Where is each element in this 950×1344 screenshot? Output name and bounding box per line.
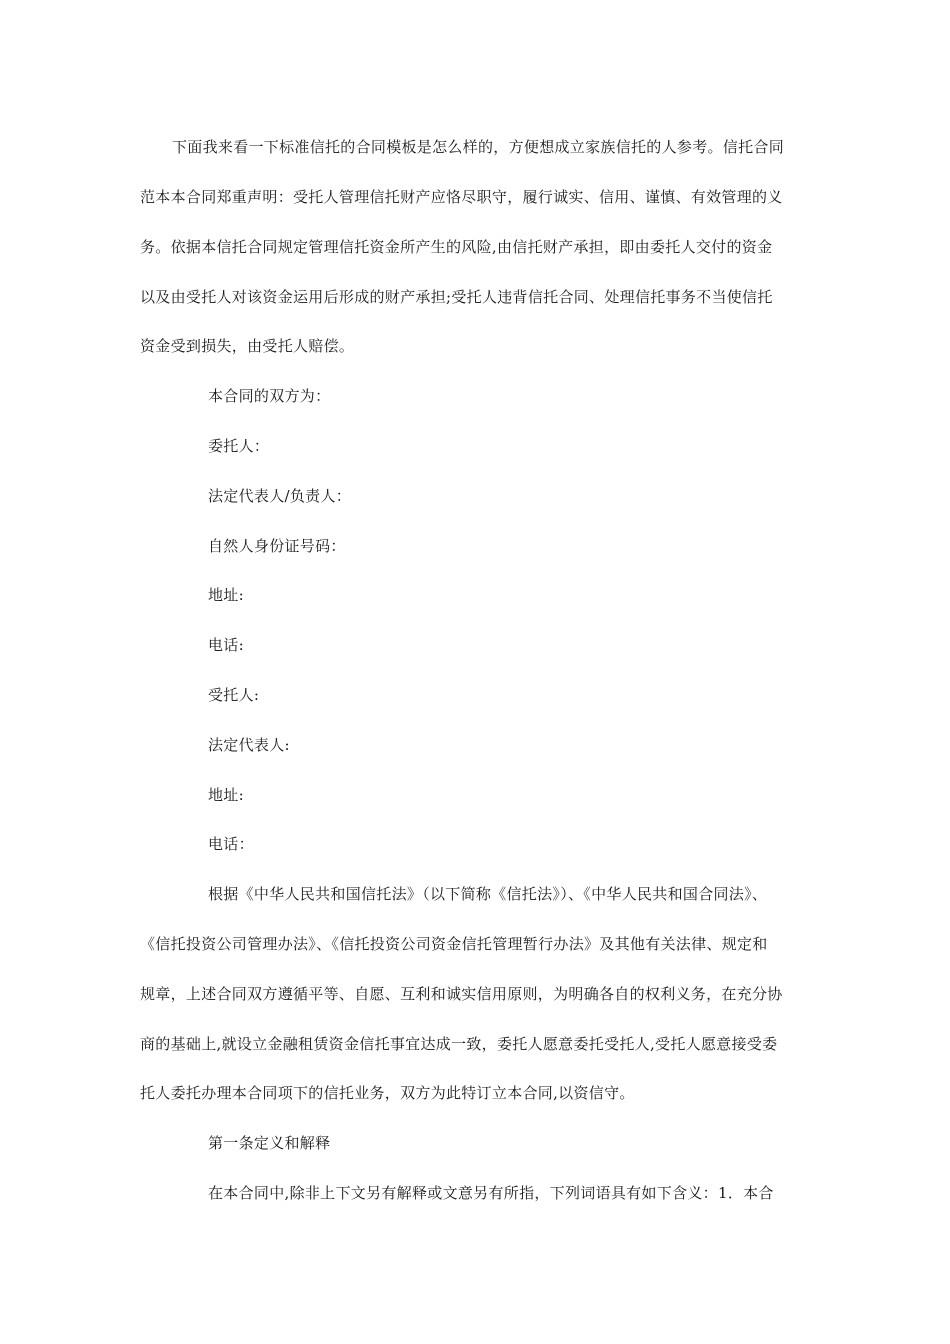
trustee-legal-representative-label: 法定代表人: [208,736,290,754]
intro-line-3: 务。依据本信托合同规定管理信托资金所产生的风险,由信托财产承担，即由委托人交付的资金 [140,238,773,256]
intro-line-1: 下面我来看一下标准信托的合同模板是怎么样的，方便想成立家族信托的人参考。信托合同 [172,138,785,156]
entrustor-address-label: 地址: [208,586,244,604]
basis-line-2: 《信托投资公司管理办法》、《信托投资公司资金信托管理暂行办法》及其他有关法律、规定和 [140,935,768,953]
basis-line-4: 商的基础上,就设立金融租赁资金信托事宜达成一致，委托人愿意委托受托人,受托人愿意接受委 [140,1035,778,1053]
id-number-label: 自然人身份证号码： [208,537,346,555]
trustee-phone-label: 电话： [208,835,254,853]
basis-line-1: 根据《中华人民共和国信托法》（以下简称《信托法》）、《中华人民共和国合同法》、 [208,885,768,903]
trustee-label: 受托人: [208,686,260,704]
basis-line-3: 规章，上述合同双方遵循平等、自愿、互利和诚实信用原则，为明确各自的权利义务，在充分协 [140,985,783,1003]
parties-heading: 本合同的双方为： [208,387,331,405]
basis-line-5: 托人委托办理本合同项下的信托业务，双方为此特订立本合同,以资信守。 [140,1084,635,1102]
entrustor-phone-label: 电话: [208,636,244,654]
intro-line-5: 资金受到损失，由受托人赔偿。 [140,337,355,355]
entrustor-label: 委托人： [208,437,270,455]
intro-line-4: 以及由受托人对该资金运用后形成的财产承担;受托人违背信托合同、处理信托事务不当使信托 [140,288,773,306]
article-1-text: 在本合同中,除非上下文另有解释或文意另有所指，下列词语具有如下含义：1．本合 [208,1184,774,1202]
article-1-title: 第一条定义和解释 [208,1134,331,1152]
trustee-address-label: 地址: [208,786,244,804]
intro-line-2: 范本本合同郑重声明：受托人管理信托财产应恪尽职守，履行诚实、信用、谨慎、有效管理的义 [140,188,783,206]
legal-representative-label: 法定代表人/负责人： [208,487,352,505]
